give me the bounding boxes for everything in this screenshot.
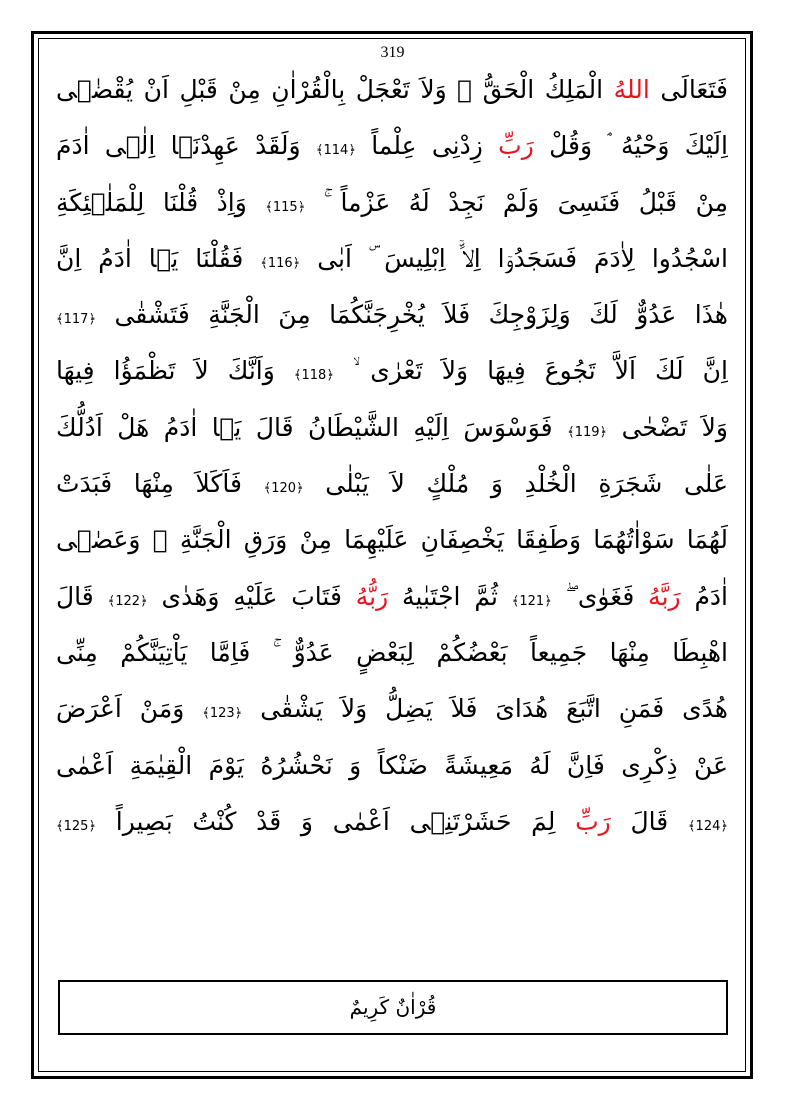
verse-text: هُدًى فَمَنِ اتَّبَعَ هُدَاىَ فَلاَ يَضِلُّ وَلاَ يَشْقٰى [242, 694, 728, 724]
verse-text: عَنْ ذِكْرِى فَاِنَّ لَهُ مَعِيشَةً ضَنْكاً وَ نَحْشُرُهُ يَوْمَ الْقِيٰمَةِ اَعْمٰى [56, 750, 728, 780]
footer-title: قُرْاٰنٌ كَرِيمٌ [349, 995, 437, 1019]
verse-text: وَمَنْ اَعْرَضَ [56, 694, 203, 724]
verse-line [56, 175, 728, 231]
verse-text: اِلَيْكَ وَحْيُهُ ۘ وَقُلْ [533, 131, 728, 161]
verse-text: لَهُمَا سَوْاٰتُهُمَا وَطَفِقَا يَخْصِفَانِ عَلَيْهِمَا مِنْ وَرَقِ الْجَنَّةِ ۘ وَعَصٰۤى [56, 525, 728, 555]
verse-text: قَالَ [610, 806, 688, 836]
verse-text: وَاِذْ قُلْنَا لِلْمَلٰۤئِكَةِ [56, 187, 266, 217]
divine-name: رَبِّ [498, 131, 534, 161]
verse-line [56, 287, 728, 343]
ayah-number: ﴿123﴾ [202, 706, 243, 722]
verse-line [56, 400, 728, 456]
verse-text: فَقُلْنَا يَۤا اٰدَمُ اِنَّ [56, 243, 261, 273]
verse-line [56, 512, 728, 568]
ayah-number: ﴿116﴾ [260, 255, 301, 271]
divine-name: رَبِّ [575, 806, 611, 836]
verse-text: اسْجُدُوا لِاٰدَمَ فَسَجَدُوۤا اِلاَّۤ اِبْلِيسَ ۜ اَبٰى [300, 243, 728, 273]
divine-name: رَبُّهُ [355, 581, 389, 611]
verse-text: لِمَ حَشَرْتَنِۤى اَعْمٰى وَ قَدْ كُنْتُ بَصِيراً [96, 806, 576, 836]
verse-text: فَوَسْوَسَ اِلَيْهِ الشَّيْطَانُ قَالَ يَۤا اٰدَمُ هَلْ اَدُلُّكَ [56, 412, 568, 442]
divine-name: اللهُ [613, 75, 650, 104]
ayah-number: ﴿121﴾ [511, 593, 552, 609]
ayah-number: ﴿122﴾ [107, 593, 148, 609]
ayah-number: ﴿124﴾ [687, 818, 728, 834]
verse-text: قَالَ [56, 581, 108, 611]
verse-text: فَاَكَلاَ مِنْهَا فَبَدَتْ [56, 469, 264, 499]
verse-line [56, 456, 728, 512]
quran-text-block [56, 62, 728, 850]
verse-text: عَلٰى شَجَرَةِ الْخُلْدِ وَ مُلْكٍ لاَ يَبْلٰى [303, 469, 728, 499]
verse-line [56, 681, 728, 737]
ayah-number: ﴿117﴾ [56, 312, 97, 328]
verse-text: فَتَعَالَى [649, 75, 728, 104]
verse-text: الْمَلِكُ الْحَقُّ ۚ وَلاَ تَعْجَلْ بِالْقُرْاٰنِ مِنْ قَبْلِ اَنْ يُقْضٰۤى [56, 75, 614, 104]
verse-line [56, 794, 728, 850]
ayah-number: ﴿115﴾ [265, 199, 306, 215]
footer-box [58, 980, 728, 1035]
verse-text: زِدْنِى عِلْماً [355, 131, 499, 161]
verse-text: مِنْ قَبْلُ فَنَسِىَ وَلَمْ نَجِدْ لَهُ عَزْماً ۚ [305, 187, 728, 217]
verse-text: وَلَقَدْ عَهِدْنَۤا اِلٰۤى اٰدَمَ [56, 131, 316, 161]
ayah-number: ﴿118﴾ [293, 368, 334, 384]
ayah-number: ﴿125﴾ [56, 818, 97, 834]
verse-text: ثُمَّ اجْتَبٰيهُ [388, 581, 512, 611]
ayah-number: ﴿114﴾ [315, 143, 356, 159]
verse-line [56, 231, 728, 287]
verse-text: اٰدَمُ [680, 581, 728, 611]
verse-text: اهْبِطَا مِنْهَا جَمِيعاً بَعْضُكُمْ لِبَعْضٍ عَدُوٌّ ۚ فَاِمَّا يَاْتِيَنَّكُمْ مِنِّى [56, 637, 728, 667]
ayah-number: ﴿120﴾ [263, 481, 304, 497]
verse-line [56, 569, 728, 625]
verse-text: وَلاَ تَضْحٰى [607, 412, 728, 442]
verse-line [56, 343, 728, 399]
ayah-number: ﴿119﴾ [567, 424, 608, 440]
verse-text: فَغَوٰى ۖ [551, 581, 649, 611]
verse-line [56, 62, 728, 118]
verse-text: فَتَابَ عَلَيْهِ وَهَدٰى [147, 581, 356, 611]
divine-name: رَبَّهُ [648, 581, 681, 611]
verse-text: اِنَّ لَكَ اَلاَّ تَجُوعَ فِيهَا وَلاَ تَعْرٰى ۙ [333, 356, 728, 386]
page-number: 319 [380, 44, 405, 61]
verse-line [56, 738, 728, 794]
verse-line [56, 625, 728, 681]
verse-text: وَاَنَّكَ لاَ تَظْمَؤُا فِيهَا [56, 356, 294, 386]
verse-text: هٰذَا عَدُوٌّ لَكَ وَلِزَوْجِكَ فَلاَ يُخْرِجَنَّكُمَا مِنَ الْجَنَّةِ فَتَشْقٰى [96, 300, 728, 330]
verse-line [56, 118, 728, 174]
